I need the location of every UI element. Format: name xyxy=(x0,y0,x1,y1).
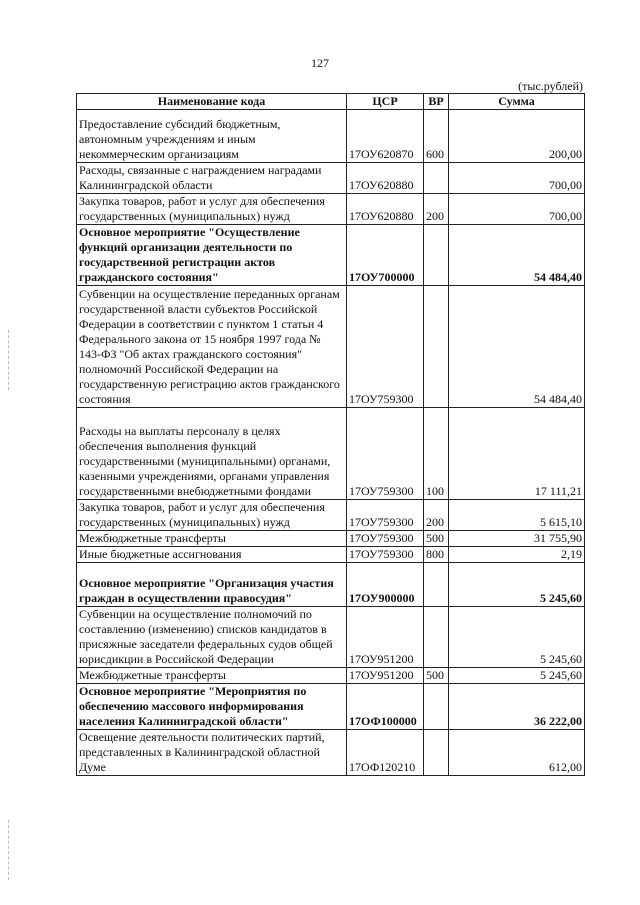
cell-csr: 17ОУ900000 xyxy=(347,563,424,607)
cell-name: Основное мероприятие "Осуществление функций организации деятельности по государственной регистрации актов гражданского состояния" xyxy=(77,225,347,286)
cell-name: Закупка товаров, работ и услуг для обеспечения государственных (муниципальных) нужд xyxy=(77,194,347,225)
cell-sum: 54 484,40 xyxy=(449,225,585,286)
header-csr: ЦСР xyxy=(347,94,424,110)
table-row xyxy=(77,500,585,531)
table-row xyxy=(77,547,585,563)
table-body xyxy=(77,110,585,776)
table-row xyxy=(77,110,585,163)
cell-sum: 36 222,00 xyxy=(449,684,585,730)
cell-csr: 17ОУ700000 xyxy=(347,225,424,286)
table-row xyxy=(77,563,585,607)
cell-name: Расходы на выплаты персоналу в целях обеспечения выполнения функций государственными (муниципальными) органами, казенными учреждениями, органами управления государственными внебюджетными фондами xyxy=(77,408,347,500)
table-row xyxy=(77,730,585,776)
cell-sum: 54 484,40 xyxy=(449,286,585,408)
cell-name: Закупка товаров, работ и услуг для обеспечения государственных (муниципальных) нужд xyxy=(77,500,347,531)
cell-name: Основное мероприятие "Мероприятия по обеспечению массового информирования населения Калининградской области" xyxy=(77,684,347,730)
cell-vr xyxy=(424,684,449,730)
cell-vr xyxy=(424,730,449,776)
page-number: 127 xyxy=(311,56,329,70)
cell-name: Субвенции на осуществление полномочий по составлению (изменению) списков кандидатов в присяжные заседатели федеральных судов общей юрисдикции в Российской Федерации xyxy=(77,607,347,668)
table-row xyxy=(77,225,585,286)
header-vr: ВР xyxy=(424,94,449,110)
scan-margin-mark xyxy=(8,330,10,390)
cell-sum: 5 245,60 xyxy=(449,563,585,607)
table-row xyxy=(77,286,585,408)
cell-name: Межбюджетные трансферты xyxy=(77,531,347,547)
cell-name: Межбюджетные трансферты xyxy=(77,668,347,684)
cell-sum: 612,00 xyxy=(449,730,585,776)
cell-vr: 200 xyxy=(424,194,449,225)
cell-csr: 17ОУ951200 xyxy=(347,668,424,684)
cell-sum: 200,00 xyxy=(449,110,585,163)
table-row xyxy=(77,684,585,730)
cell-csr: 17ОУ759300 xyxy=(347,286,424,408)
cell-vr xyxy=(424,607,449,668)
cell-name: Расходы, связанные с награждением наградами Калининградской области xyxy=(77,163,347,194)
cell-csr: 17ОУ759300 xyxy=(347,531,424,547)
cell-sum: 2,19 xyxy=(449,547,585,563)
cell-csr: 17ОУ759300 xyxy=(347,408,424,500)
cell-vr: 100 xyxy=(424,408,449,500)
cell-vr: 500 xyxy=(424,531,449,547)
cell-sum: 5 615,10 xyxy=(449,500,585,531)
cell-vr xyxy=(424,225,449,286)
cell-vr: 500 xyxy=(424,668,449,684)
cell-name: Основное мероприятие "Организация участия граждан в осуществлении правосудия" xyxy=(77,563,347,607)
table-row xyxy=(77,668,585,684)
table-row xyxy=(77,194,585,225)
cell-csr: 17ОУ620870 xyxy=(347,110,424,163)
cell-sum: 700,00 xyxy=(449,194,585,225)
cell-sum: 700,00 xyxy=(449,163,585,194)
cell-csr: 17ОУ620880 xyxy=(347,194,424,225)
scan-margin-mark xyxy=(8,820,10,880)
cell-vr xyxy=(424,563,449,607)
cell-vr: 800 xyxy=(424,547,449,563)
cell-name: Иные бюджетные ассигнования xyxy=(77,547,347,563)
budget-table xyxy=(76,93,585,776)
cell-sum: 17 111,21 xyxy=(449,408,585,500)
header-name: Наименование кода xyxy=(77,94,347,110)
cell-csr: 17ОФ120210 xyxy=(347,730,424,776)
cell-vr xyxy=(424,286,449,408)
units-label: (тыс.рублей) xyxy=(518,79,583,93)
table-row xyxy=(77,607,585,668)
cell-sum: 31 755,90 xyxy=(449,531,585,547)
cell-sum: 5 245,60 xyxy=(449,607,585,668)
cell-name: Предоставление субсидий бюджетным, автономным учреждениям и иным некоммерческим организациям xyxy=(77,110,347,163)
cell-csr: 17ОУ951200 xyxy=(347,607,424,668)
cell-vr xyxy=(424,163,449,194)
cell-csr: 17ОУ759300 xyxy=(347,547,424,563)
table-header-row xyxy=(77,94,585,110)
cell-vr: 600 xyxy=(424,110,449,163)
cell-name: Освещение деятельности политических партий, представленных в Калининградской областной Думе xyxy=(77,730,347,776)
cell-sum: 5 245,60 xyxy=(449,668,585,684)
cell-name: Субвенции на осуществление переданных органам государственной власти субъектов Российской Федерации в соответствии с пунктом 1 статьи 4 Федерального закона от 15 ноября 1997 года № 143-ФЗ "Об актах гражданского состояния" полномочий Российской Федерации на государственную регистрацию актов гражданского состояния xyxy=(77,286,347,408)
table-row xyxy=(77,408,585,500)
cell-csr: 17ОФ100000 xyxy=(347,684,424,730)
cell-vr: 200 xyxy=(424,500,449,531)
table-row xyxy=(77,531,585,547)
header-sum: Сумма xyxy=(449,94,585,110)
table-row xyxy=(77,163,585,194)
cell-csr: 17ОУ620880 xyxy=(347,163,424,194)
cell-csr: 17ОУ759300 xyxy=(347,500,424,531)
